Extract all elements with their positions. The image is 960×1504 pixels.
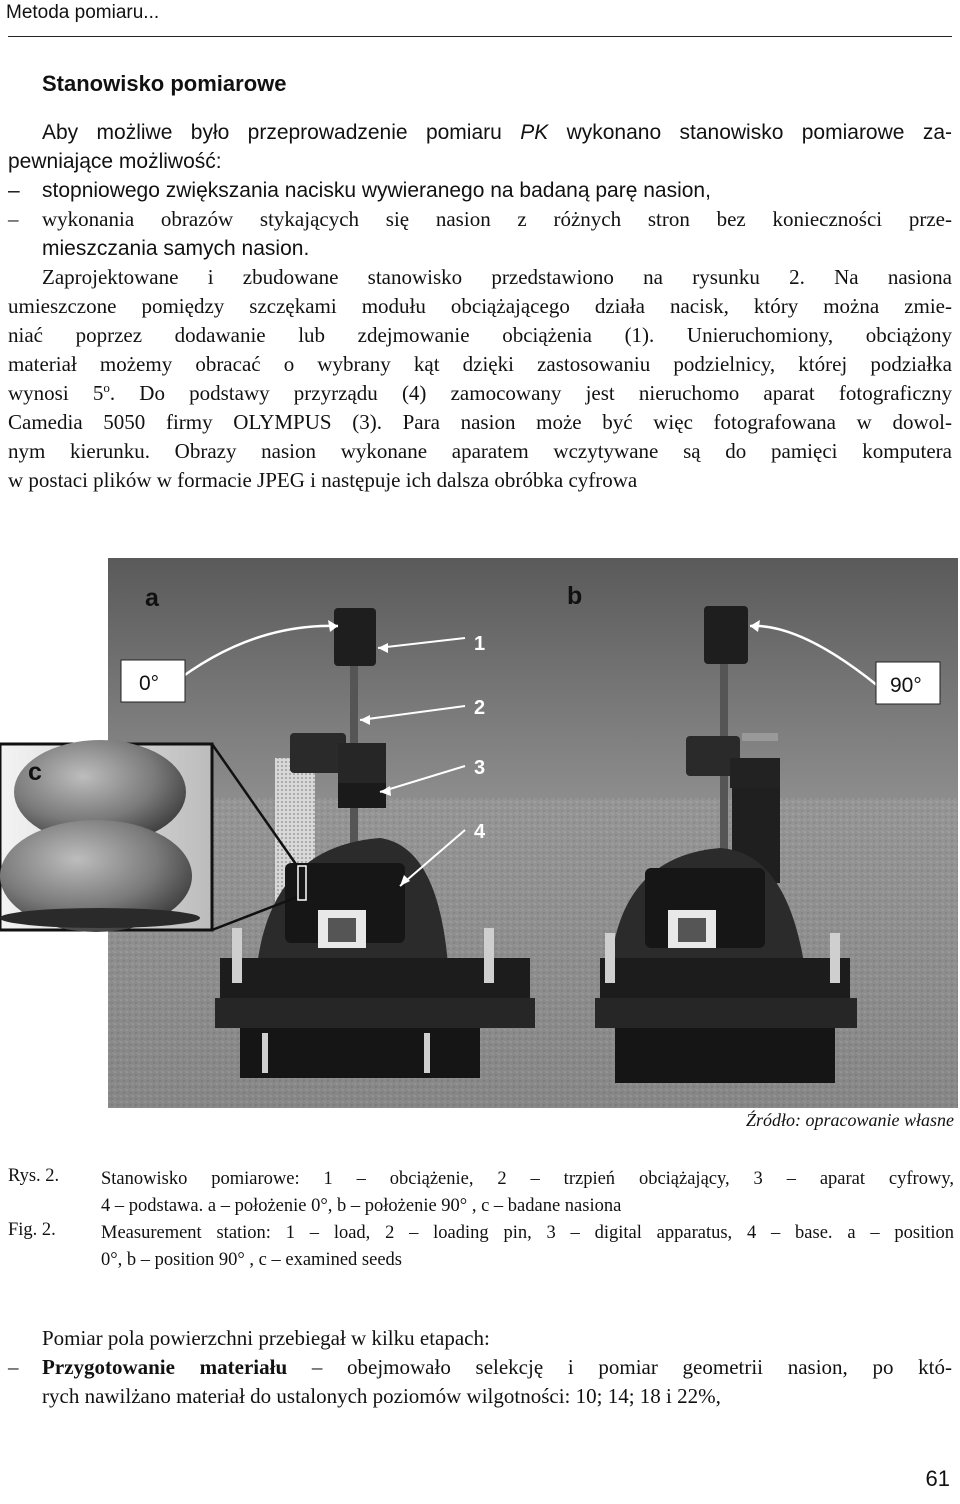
- body-text: [8, 118, 952, 495]
- callout-1: 1: [474, 633, 486, 655]
- paragraph-line: Camedia 5050 firmy OLYMPUS (3). Para nasion może być więc fotografowana w dowol-: [8, 410, 952, 434]
- intro-line-1: Aby możliwe było przeprowadzenie pomiaru PK wykonano stanowisko pomiarowe za-: [42, 121, 952, 144]
- paragraph-line: Pomiar pola powierzchni przebiegał w kilku etapach:: [42, 1326, 490, 1350]
- header-rule: [8, 36, 952, 37]
- paragraph-line: nym kierunku. Obrazy nasion wykonane aparatem wczytywane są do pamięci komputera: [8, 439, 952, 463]
- section-title: Stanowisko pomiarowe: [42, 71, 287, 96]
- callout-3: 3: [474, 757, 486, 779]
- angle-label-0: 0°: [139, 672, 160, 695]
- intro-line-2: pewniające możliwość:: [8, 150, 222, 173]
- bullet-item: – Przygotowanie materiału – obejmowało selekcję i pomiar geometrii nasion, po któ-: [8, 1355, 952, 1379]
- paragraph-line: w postaci plików w formacie JPEG i następuje ich dalsza obróbka cyfrowa: [8, 468, 638, 492]
- label-b: b: [567, 582, 583, 610]
- bullet-item: – wykonania obrazów stykających się nasion z różnych stron bez konieczności prze-: [8, 207, 952, 231]
- label-c: c: [28, 758, 42, 786]
- bullet-item: – stopniowego zwiększania nacisku wywieranego na badaną parę nasion,: [8, 179, 711, 202]
- paragraph-line: niać poprzez dodawanie lub zdejmowanie obciążenia (1). Unieruchomiony, obciążony: [8, 323, 952, 347]
- bullet-continuation: mieszczania samych nasion.: [42, 237, 310, 260]
- label-a: a: [145, 584, 159, 612]
- running-header: Metoda pomiaru...: [6, 2, 160, 23]
- callout-2: 2: [474, 697, 486, 719]
- callout-4: 4: [474, 821, 486, 843]
- figure-photo: [0, 548, 960, 1110]
- paragraph-line: materiał możemy obracać o wybrany kąt dzięki zastosowaniu podzielnicy, której podziałka: [8, 352, 952, 376]
- page-number: 61: [925, 1466, 950, 1491]
- paragraph-line: umieszczone pomiędzy szczękami modułu obciążającego działa nacisk, który można zmie-: [8, 294, 952, 318]
- figure-source: Źródło: opracowanie własne: [745, 1110, 954, 1130]
- caption-text: Measurement station: 1 – load, 2 – loading pin, 3 – digital apparatus, 4 – base. a – position: [101, 1223, 954, 1243]
- caption-text: 0°, b – position 90° , c – examined seeds: [101, 1250, 402, 1270]
- angle-label-90: 90°: [890, 674, 922, 697]
- paragraph-line: wynosi 5$^o$. Do podstawy przyrządu (4) zamocowany jest nieruchomo aparat fotograficzny: [8, 380, 952, 405]
- caption-text: Stanowisko pomiarowe: 1 – obciążenie, 2 – trzpień obciążający, 3 – aparat cyfrowy,: [101, 1169, 954, 1189]
- caption-label: Rys. 2.: [8, 1166, 60, 1186]
- caption-label: Fig. 2.: [8, 1220, 56, 1240]
- pk-symbol: PK: [520, 121, 549, 144]
- paragraph-line: Zaprojektowane i zbudowane stanowisko przedstawiono na rysunku 2. Na nasiona: [42, 265, 952, 289]
- bullet-continuation: rych nawilżano materiał do ustalonych poziomów wilgotności: 10; 14; 18 i 22%,: [42, 1384, 721, 1408]
- measurement-station-photo: [0, 548, 960, 1110]
- body-text-2: [8, 1324, 952, 1411]
- caption-text: 4 – podstawa. a – położenie 0°, b – położenie 90° , c – badane nasiona: [101, 1196, 622, 1216]
